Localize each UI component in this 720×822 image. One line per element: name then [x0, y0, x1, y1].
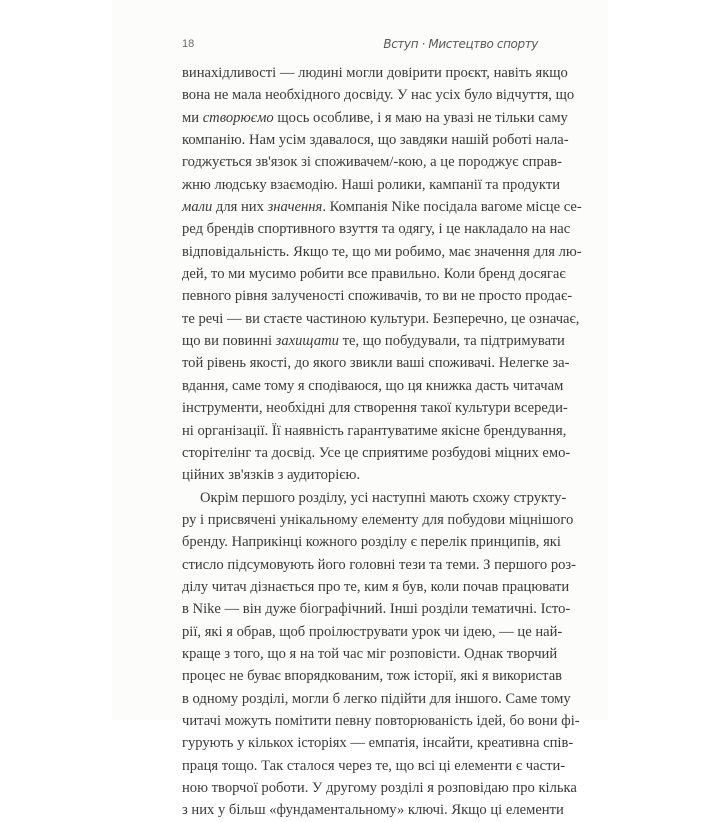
text-line: винахідливості — людині могли довірити проєкт, навіть якщо	[182, 65, 568, 81]
text-line: той рівень якості, до якого звикли ваші споживачі. Нелегке за-	[182, 355, 570, 372]
text-line: те речі — ви стаєте частиною культури. Безперечно, це означає,	[182, 310, 580, 327]
text-line: сторітелінг та досвід. Усе це сприятиме розбудові міцних емо-	[182, 444, 571, 461]
text-line: гурують у кількох історіях — емпатія, інсайти, креативна спів-	[182, 735, 574, 752]
text-line: жню людську взаємодію. Наші ролики, кампанії та продукти	[182, 176, 561, 193]
text-line: з них у більш «фундаментальному» ключі. Якщо ці елементи	[182, 802, 564, 819]
text-line: бренду. Наприкінці кожного розділу є перелік принципів, які	[182, 534, 561, 551]
text-line: мали для них значення. Компанія Nike посідала вагоме місце се-	[182, 199, 582, 216]
emphasis: захищати	[275, 333, 339, 350]
text-line: Окрім першого розділу, усі наступні мають схожу структу-	[200, 489, 567, 506]
text-line: що ви повинні захищати те, що побудували, та підтримувати	[182, 333, 565, 350]
emphasis: значення	[267, 199, 323, 216]
text-line: в одному розділі, могли б легко підійти для іншого. Саме тому	[182, 690, 571, 707]
text-line: ру і присвячені унікальному елементу для побудови міцнішого	[182, 511, 574, 528]
text-line: компанію. Нам усім здавалося, що завдяки нашій роботі нала-	[182, 132, 569, 149]
text-line: інструменти, необхідні для створення такої культури всереди-	[182, 400, 568, 417]
text-line: певного рівня залученості споживачів, то ви не просто продає-	[182, 288, 573, 305]
body-text	[182, 62, 582, 822]
text-line: відповідальність. Якщо те, що ми робимо, має значення для лю-	[182, 243, 582, 260]
text-line: процес не буває впорядкованим, тож історії, які я використав	[182, 668, 563, 685]
text-line: ні організації. Її наявність гарантуватиме якісне брендування,	[182, 422, 567, 439]
text-line: ми створюємо щось особливе, і я маю на увазі не тільки саму	[182, 109, 568, 126]
text-line: вона не мала необхідного досвіду. У нас усіх було відчуття, що	[182, 87, 575, 104]
running-head	[182, 36, 538, 54]
text-line: вдання, саме тому я сподіваюся, що ця книжка дасть читачам	[182, 377, 564, 394]
text-line: годжується зв'язок зі споживачем/-кою, а це породжує справ-	[182, 154, 563, 171]
text-line: ційних зв'язків з аудиторією.	[182, 467, 361, 484]
emphasis: мали	[182, 199, 213, 216]
text-line: краще з того, що я на той час міг розповісти. Однак творчий	[182, 645, 558, 662]
text-line: стисло підсумовують його головні тези та теми. З першого роз-	[182, 556, 577, 573]
emphasis: створюємо	[202, 109, 274, 126]
running-title: Вступ · Мистецтво спорту	[383, 37, 538, 51]
text-line: рії, які я обрав, щоб проілюструвати урок чи ідею, — це най-	[182, 623, 563, 640]
text-line: ділу читач дізнається про те, ким я був, коли почав працювати	[182, 578, 570, 595]
text-line: читачі можуть помітити певну повторюваність ідей, бо вони фі-	[182, 712, 580, 729]
text-line: в Nike — він дуже біографічний. Інші розділи тематичні. Істо-	[182, 601, 571, 618]
text-line: ред брендів спортивного взуття та одягу, і це накладало на нас	[182, 221, 571, 238]
page-number: 18	[182, 38, 195, 50]
text-line: ною творчої роботи. У другому розділі я розповідаю про кілька	[182, 780, 577, 796]
text-line: дей, то ми мусимо робити все правильно. Коли бренд досягає	[182, 266, 566, 283]
text-line: праця тощо. Так сталося через те, що всі ці елементи є части-	[182, 757, 566, 774]
